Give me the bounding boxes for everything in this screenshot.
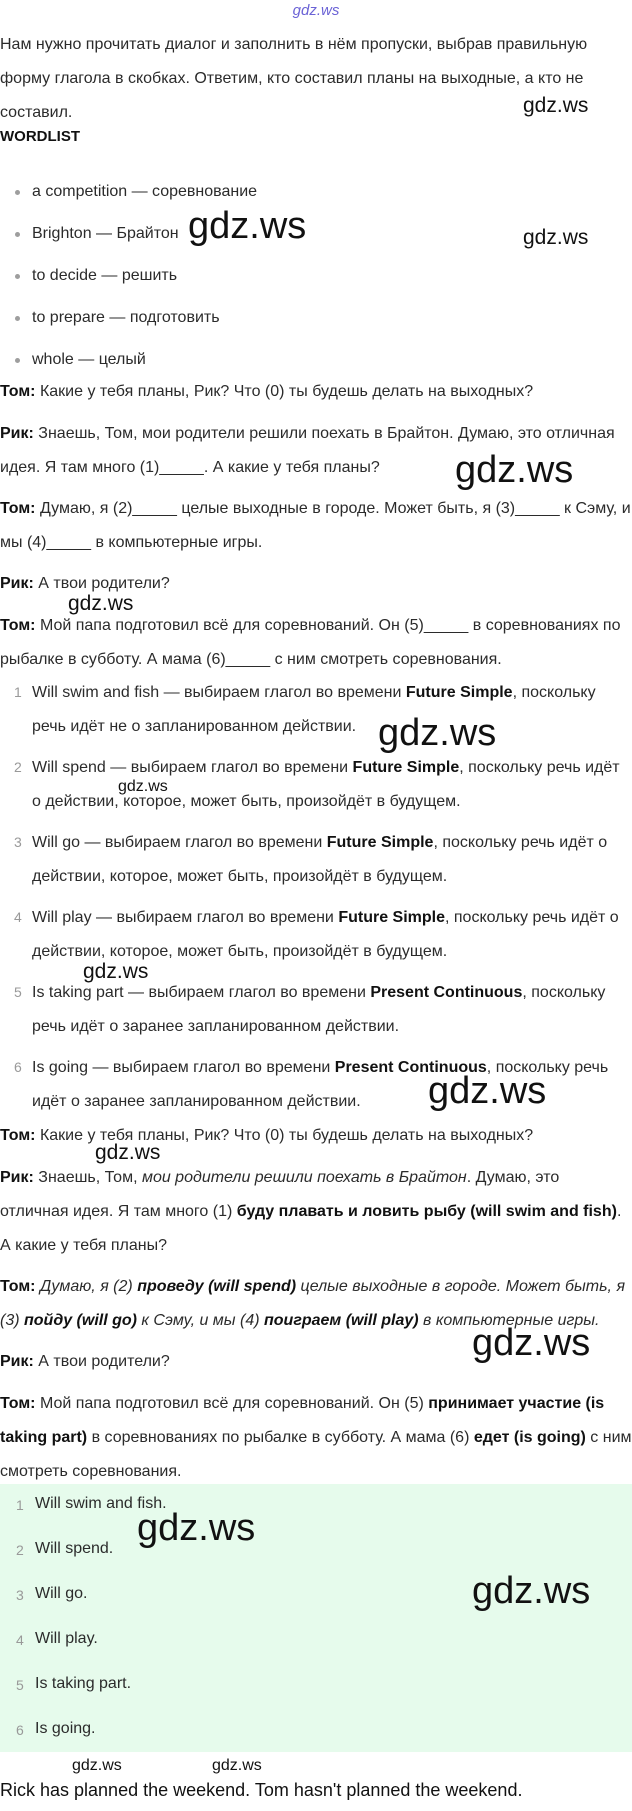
site-title[interactable]: gdz.ws — [292, 2, 340, 19]
watermark: gdz.ws — [523, 226, 589, 249]
wordlist-heading: WORDLIST — [0, 128, 80, 145]
dialog-line: Том: Думаю, я (2)_____ целые выходные в городе. Может быть, я (3)_____ к Сэму, и мы (4)_____ в компьютерные игры. — [0, 500, 631, 551]
bullet-icon — [15, 274, 20, 279]
watermark: gdz.ws — [137, 1507, 256, 1549]
filled-dialog-line: Том: Какие у тебя планы, Рик? Что (0) ты будешь делать на выходных? — [0, 1127, 534, 1144]
watermark: gdz.ws — [95, 1141, 161, 1164]
watermark: gdz.ws — [472, 1570, 591, 1612]
bullet-icon — [15, 358, 20, 363]
filled-dialog-line: Рик: Знаешь, Том, мои родители решили поехать в Брайтон. Думаю, это отличная идея. Я там много (1) буду плавать и ловить рыбу (will swim and fish). А какие у тебя планы? — [0, 1169, 622, 1254]
watermark: gdz.ws — [72, 1757, 122, 1774]
watermark: gdz.ws — [118, 778, 168, 795]
watermark: gdz.ws — [68, 592, 134, 615]
filled-dialog-line: Рик: А твои родители? — [0, 1353, 170, 1370]
watermark: gdz.ws — [428, 1070, 547, 1112]
watermark: gdz.ws — [188, 205, 307, 247]
watermark: gdz.ws — [523, 94, 589, 117]
dialog-line: Том: Мой папа подготовил всё для соревнований. Он (5)_____ в соревнованиях по рыбалке в субботу. А мама (6)_____ с ним смотреть соревнования. — [0, 617, 621, 668]
dialog-line: Том: Какие у тебя планы, Рик? Что (0) ты будешь делать на выходных? — [0, 383, 534, 400]
conclusion-text: Rick has planned the weekend. Tom hasn't planned the weekend. — [0, 1780, 523, 1800]
answers-block: 1 Will swim and fish. 2 Will spend. 3 Will go. 4 Will play. 5 Is taking part. 6 Is going. — [0, 1484, 632, 1752]
watermark: gdz.ws — [455, 449, 574, 491]
dialog-line: Рик: А твои родители? — [0, 575, 170, 592]
watermark: gdz.ws — [472, 1322, 591, 1364]
intro-text: Нам нужно прочитать диалог и заполнить в нём пропуски, выбрав правильную форму глагола в скобках. Ответим, кто составил планы на выходные, а кто не составил. — [0, 36, 588, 121]
dialog-line: Рик: Знаешь, Том, мои родители решили поехать в Брайтон. Думаю, это отличная идея. Я там много (1)_____. А какие у тебя планы? — [0, 425, 615, 476]
watermark: gdz.ws — [83, 960, 149, 983]
bullet-icon — [15, 190, 20, 195]
filled-dialog-line: Том: Думаю, я (2) проведу (will spend) целые выходные в городе. Может быть, я (3) пойду (will go) к Сэму, и мы (4) поиграем (will play) в компьютерные игры. — [0, 1278, 625, 1329]
filled-dialog-line: Том: Мой папа подготовил всё для соревнований. Он (5) принимает участие (is taking part) в соревнованиях по рыбалке в субботу. А мама (6) едет (is going) с ним смотреть соревнования. — [0, 1395, 632, 1480]
bullet-icon — [15, 316, 20, 321]
bullet-icon — [15, 232, 20, 237]
watermark: gdz.ws — [378, 712, 497, 754]
watermark: gdz.ws — [212, 1757, 262, 1774]
